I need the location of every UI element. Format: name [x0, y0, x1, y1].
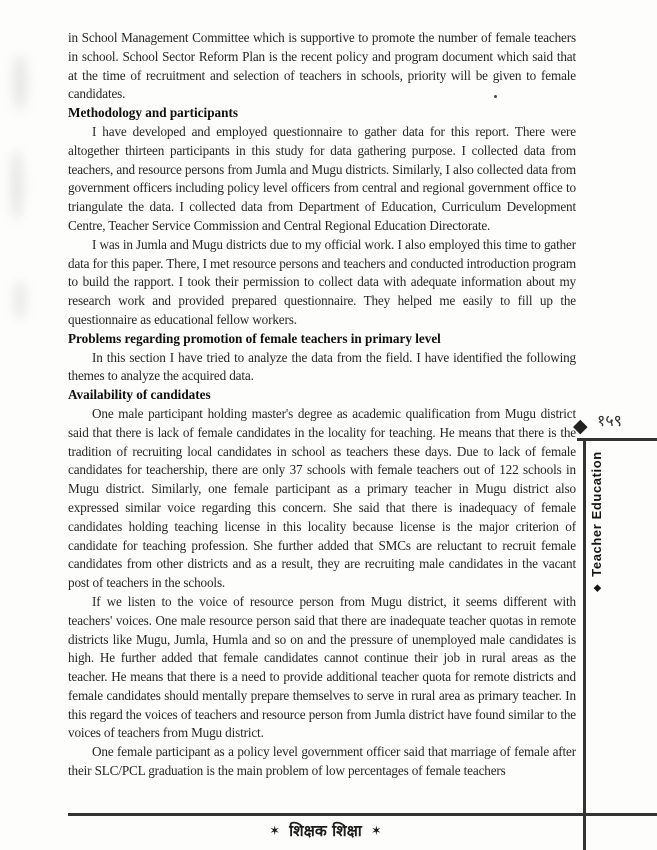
diamond-icon: ◆	[573, 415, 588, 437]
sidebar-horizontal-rule	[577, 438, 657, 441]
sidebar-section-label	[589, 442, 604, 592]
scan-smudge	[12, 55, 28, 110]
paragraph: One female participant as a policy level government officer said that marriage of female after their SLC/PCL graduation is the main problem of low percentages of female teachers	[68, 744, 576, 779]
section-heading-availability: Availability of candidates	[68, 387, 211, 403]
paragraph: I have developed and employed questionnaire to gather data for this report. There were altogether thirteen participants in this study for data gathering purpose. I collected data from teachers, and resource persons from Jumla and Mugu districts. Similarly, I also collected data from government officers including policy level officers from central and regional government office to triangulate the data. I collected data from Department of Education, Curriculum Development Centre, Teacher Service Commission and Central Regional Education Directorate.	[68, 123, 576, 233]
diamond-icon: ◆	[592, 583, 603, 592]
article-body	[68, 29, 576, 817]
section-heading-problems: Problems regarding promotion of female teachers in primary level	[68, 330, 441, 346]
scan-smudge	[14, 280, 26, 320]
footer-rule	[68, 813, 657, 816]
scan-artifact-dot	[494, 95, 497, 98]
paragraph: One male participant holding master's degree as academic qualification from Mugu district said that there is lack of female candidates in the locality for teaching. He means that there is the tradition of recruiting local candidates in school as teachers these days. Due to lack of female candidates for teachership, there are only 37 schools with female teachers out of 122 schools in Mugu district. Similarly, one female participant as a primary teacher in Mugu district also expressed similar voice regarding this concern. She said that there is inadequacy of female candidates holding teaching license in this locality because license is the major criterion of candidate for teaching profession. She further added that SMCs are reluctant to recruit female candidates from other districts and as a result, they are recruiting male candidates in the vacant post of teachers in the schools.	[68, 405, 576, 591]
paragraph: I was in Jumla and Mugu districts due to my official work. I also employed this time to gather data for this paper. There, I met resource persons and teachers and conducted introduction program to build the rapport. I took their permission to collect data with adequate information about my research work and provided prepared questionnaire. They helped me easily to fill up the questionnaire as educational fellow workers.	[68, 236, 576, 327]
footer-journal-title	[68, 820, 583, 843]
sidebar-section-label-text: Teacher Education	[589, 451, 604, 577]
paragraph: If we listen to the voice of resource person from Mugu district, it seems different with teachers' voices. One male resource person said that there are inadequate teacher quotas in remote districts like Mugu, Jumla, Humla and so on and the pressure of unemployed male candidates is high. He further added that female candidates cannot continue their job in rural areas as the teacher. He means that there is a need to provide additional teacher quota for remote districts and female candidates should mentally prepare themselves to serve in rural area as primary teacher. In this regard the voices of teachers and resource person from Jumla district have found similar to the voices of teachers from Mugu district.	[68, 593, 576, 741]
star-icon: ✶	[370, 824, 382, 839]
paragraph: In this section I have tried to analyze the data from the field. I have identified the following themes to analyze the acquired data.	[68, 349, 576, 384]
footer-journal-title-text: शिक्षक शिक्षा	[289, 822, 362, 840]
scan-smudge	[10, 150, 24, 220]
paragraph: in School Management Committee which is supportive to promote the number of female teachers in school. School Sector Reform Plan is the recent policy and program document which said that at the time of recruitment and selection of teachers in schools, priority will be given to female candidates.	[68, 30, 576, 102]
section-heading-methodology: Methodology and participants	[68, 105, 238, 121]
sidebar-vertical-rule	[583, 438, 586, 850]
star-icon: ✶	[269, 824, 281, 839]
page-number: १५९	[597, 411, 622, 430]
